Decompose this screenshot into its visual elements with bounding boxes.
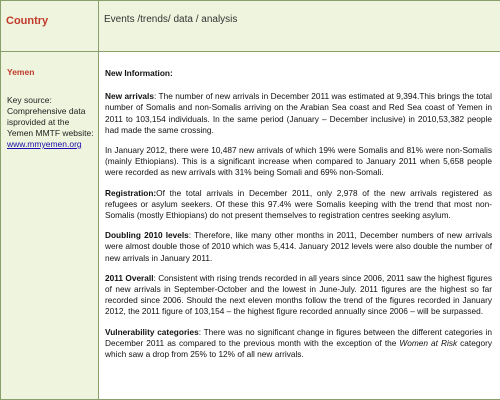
paragraph-heading: 2011 Overall	[105, 272, 154, 283]
yemen-row	[1, 52, 500, 400]
paragraph-text: : Consistent with rising trends recorded in all years since 2006, 2011 saw the highest figures of new arrivals in September-October and the lowest in June-July. 2011 figures are the highest so far recorded since 2006. Should the next eleven months follow the trend of the figures recorded in January 2012, the 2011 figure of 103,154 – the highest figure recorded annually since 2006 – will be surpassed.	[105, 272, 492, 317]
paragraph-new-arrivals	[105, 91, 492, 136]
new-information-heading: New Information:	[105, 68, 173, 78]
paragraph-january-2012	[105, 145, 492, 179]
paragraph-2011-overall	[105, 273, 492, 318]
paragraph-text: category which saw a drop from 25% to 12% of all new arrivals.	[105, 337, 492, 360]
paragraph-vulnerability	[105, 327, 492, 361]
paragraph-heading: Registration:	[105, 187, 157, 198]
key-source-text: Key source: Comprehensive data isprovided at the Yemen MMTF website:	[7, 95, 94, 138]
women-at-risk-text: Women at Risk	[399, 337, 458, 348]
paragraph-registration	[105, 188, 492, 222]
country-name: Yemen	[7, 67, 35, 77]
country-cell	[1, 52, 99, 400]
paragraph-doubling-2010	[105, 230, 492, 264]
paragraph-text: : Therefore, like many other months in 2011, December numbers of new arrivals were almost double those of 2010 which was 5,414. January 2012 levels were also double the number of new arrivals in January 2011.	[105, 230, 493, 263]
events-cell	[99, 52, 500, 400]
country-header: Country	[1, 1, 99, 52]
paragraph-heading: Vulnerability categories	[105, 326, 199, 337]
website-link[interactable]: www.mmyemen.org	[7, 139, 82, 149]
paragraph-text: : The number of new arrivals in December 2011 was estimated at 9,394.This brings the total number of Somalis and non-Somalis arriving on the Arabian Sea coast and Red Sea coast of Yemen in 2011 to 103,154 individuals. In the same period (January – December inclusive) in 2010,53,382 people had made the same crossing.	[105, 91, 493, 135]
paragraph-text: : There was no significant change in figures between the different categories in December 2011 as compared to the previous month with the exception of the	[105, 326, 492, 348]
events-header: Events /trends/ data / analysis	[99, 1, 500, 52]
paragraph-text: In January 2012, there were 10,487 new arrivals of which 19% were Somalis and 81% were non-Somalis (mainly Ethiopians). This is a significant increase when compared to January 2011 when 5,658 people were recorded as new arrivals with 31% being Somali and 69% non-Somali.	[105, 145, 492, 178]
header-row	[1, 1, 500, 52]
paragraph-heading: New arrivals	[105, 91, 154, 102]
paragraph-text: Of the total arrivals in December 2011, only 2,978 of the new arrivals registered as refugees or asylum seekers. Of these this 97.4% were Somalis keeping with the trend that most non-Somalis (mostly Ethiopians) do not present themselves to registration centres seeking asylum.	[105, 187, 492, 221]
paragraph-heading: Doubling 2010 levels	[105, 230, 189, 241]
